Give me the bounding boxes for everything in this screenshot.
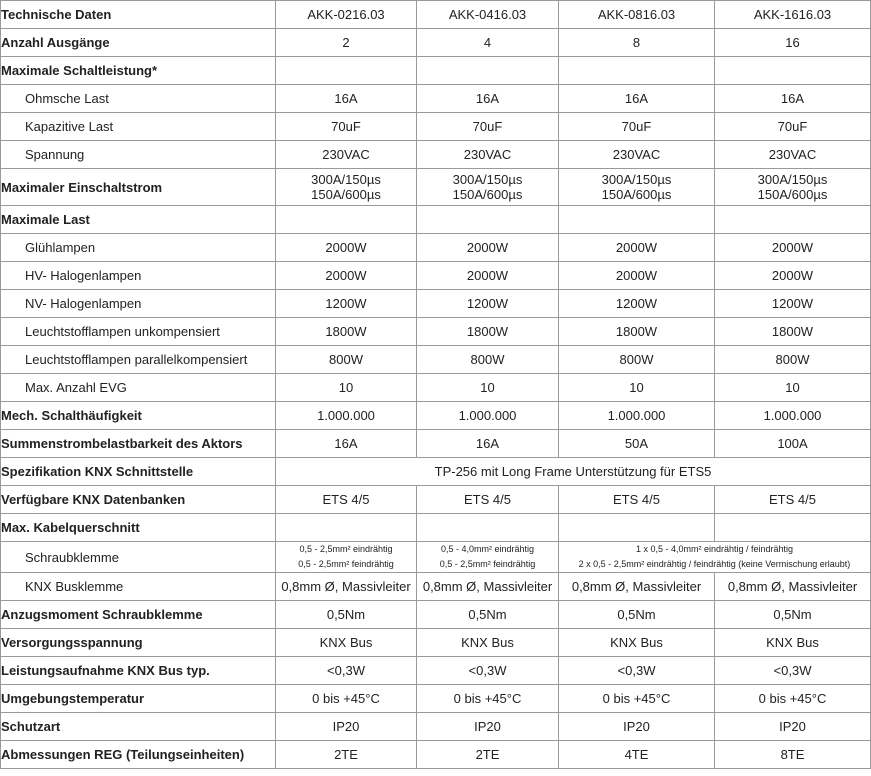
cell-value: ETS 4/5 <box>559 486 715 514</box>
model-name: AKK-0216.03 <box>276 1 417 29</box>
cell-value: 0,8mm Ø, Massivleiter <box>417 573 559 601</box>
cell-value: 300A/150µs 150A/600µs <box>715 169 871 206</box>
cell-value: 4 <box>417 29 559 57</box>
cell-value: 800W <box>276 346 417 374</box>
cell-value: IP20 <box>715 713 871 741</box>
cell-value: <0,3W <box>559 657 715 685</box>
row-label: Ohmsche Last <box>1 85 276 113</box>
table-row-fluor-parallel <box>1 346 871 374</box>
cell-value: 1800W <box>559 318 715 346</box>
table-row-screw-terminal <box>1 542 871 573</box>
cell-value: 300A/150µs 150A/600µs <box>559 169 715 206</box>
cell-value: 1200W <box>276 290 417 318</box>
cell-value: 0,5 - 4,0mm² eindrähtig 0,5 - 2,5mm² feindrähtig <box>417 542 559 573</box>
table-row-total-current <box>1 430 871 458</box>
row-label: Kapazitive Last <box>1 113 276 141</box>
model-name: AKK-0816.03 <box>559 1 715 29</box>
cell-value: 10 <box>417 374 559 402</box>
cell-value: 2000W <box>559 234 715 262</box>
cell-value: 2000W <box>276 262 417 290</box>
cell-value: 2000W <box>417 234 559 262</box>
cell-value: 2 <box>276 29 417 57</box>
cell-value: 0,5 - 2,5mm² eindrähtig 0,5 - 2,5mm² feindrähtig <box>276 542 417 573</box>
cell-value: 2000W <box>276 234 417 262</box>
cell-value: 70uF <box>715 113 871 141</box>
cell-value: 1800W <box>417 318 559 346</box>
table-row-hv-halogen <box>1 262 871 290</box>
table-row-ambient-temperature <box>1 685 871 713</box>
cell-value: 1.000.000 <box>715 402 871 430</box>
cell-value: IP20 <box>276 713 417 741</box>
row-label: NV- Halogenlampen <box>1 290 276 318</box>
cell-value: 230VAC <box>417 141 559 169</box>
model-name: AKK-0416.03 <box>417 1 559 29</box>
row-label: Verfügbare KNX Datenbanken <box>1 486 276 514</box>
table-row-supply <box>1 629 871 657</box>
cell-value: 800W <box>417 346 559 374</box>
cell-value: 800W <box>715 346 871 374</box>
cell-value: 100A <box>715 430 871 458</box>
cell-value: 50A <box>559 430 715 458</box>
cell-value: 16A <box>417 430 559 458</box>
cell-value: 1 x 0,5 - 4,0mm² eindrähtig / feindrähtig 2 x 0,5 - 2,5mm² eindrähtig / feindrähtig (keine Vermischung erlaubt) <box>559 542 871 573</box>
table-row-fluor-uncompensated <box>1 318 871 346</box>
cell-value: ETS 4/5 <box>715 486 871 514</box>
cell-value: 1.000.000 <box>276 402 417 430</box>
cell-value: 300A/150µs 150A/600µs <box>276 169 417 206</box>
cell-value: 2000W <box>417 262 559 290</box>
cell-value: 16 <box>715 29 871 57</box>
section-row-cable-cross-section <box>1 514 871 542</box>
cell-value: KNX Bus <box>417 629 559 657</box>
cell-value: 2000W <box>715 234 871 262</box>
row-label: Glühlampen <box>1 234 276 262</box>
cell-value: 2000W <box>715 262 871 290</box>
cell-value: 0 bis +45°C <box>715 685 871 713</box>
cell-value: 70uF <box>559 113 715 141</box>
cell-value: IP20 <box>417 713 559 741</box>
cell-value: 230VAC <box>715 141 871 169</box>
cell-value: ETS 4/5 <box>417 486 559 514</box>
cell-value: 0 bis +45°C <box>559 685 715 713</box>
table-row-knx-databases <box>1 486 871 514</box>
row-label: Spannung <box>1 141 276 169</box>
row-label: Max. Anzahl EVG <box>1 374 276 402</box>
row-label: Leistungsaufnahme KNX Bus typ. <box>1 657 276 685</box>
table-row-protection <box>1 713 871 741</box>
cell-value: 4TE <box>559 741 715 769</box>
table-row-knx-interface <box>1 458 871 486</box>
cell-value: 1.000.000 <box>417 402 559 430</box>
cell-value: 0,8mm Ø, Massivleiter <box>559 573 715 601</box>
cell-value: 1200W <box>715 290 871 318</box>
section-label: Maximale Last <box>1 206 276 234</box>
row-label: KNX Busklemme <box>1 573 276 601</box>
table-row-power-consumption <box>1 657 871 685</box>
cell-value: 300A/150µs 150A/600µs <box>417 169 559 206</box>
row-label: Schutzart <box>1 713 276 741</box>
cell-value: <0,3W <box>276 657 417 685</box>
table-row-capacitive <box>1 113 871 141</box>
cell-value: <0,3W <box>715 657 871 685</box>
cell-value: 16A <box>276 430 417 458</box>
cell-value: 10 <box>276 374 417 402</box>
table-row-max-evg <box>1 374 871 402</box>
cell-value: ETS 4/5 <box>276 486 417 514</box>
cell-value: 8TE <box>715 741 871 769</box>
row-label: Versorgungsspannung <box>1 629 276 657</box>
cell-value: 0,8mm Ø, Massivleiter <box>715 573 871 601</box>
cell-value: 10 <box>715 374 871 402</box>
row-label: Mech. Schalthäufigkeit <box>1 402 276 430</box>
header-row <box>1 1 871 29</box>
section-label: Max. Kabelquerschnitt <box>1 514 276 542</box>
row-label: Spezifikation KNX Schnittstelle <box>1 458 276 486</box>
cell-value: <0,3W <box>417 657 559 685</box>
model-name: AKK-1616.03 <box>715 1 871 29</box>
cell-value: 1800W <box>715 318 871 346</box>
row-label: HV- Halogenlampen <box>1 262 276 290</box>
cell-value: 0,5Nm <box>559 601 715 629</box>
cell-value: 1200W <box>417 290 559 318</box>
row-label: Abmessungen REG (Teilungseinheiten) <box>1 741 276 769</box>
cell-value: 2TE <box>417 741 559 769</box>
section-label: Maximale Schaltleistung* <box>1 57 276 85</box>
row-label: Maximaler Einschaltstrom <box>1 169 276 206</box>
table-row-ohmic <box>1 85 871 113</box>
row-label: Anzahl Ausgänge <box>1 29 276 57</box>
cell-value: 0,5Nm <box>417 601 559 629</box>
cell-value: KNX Bus <box>715 629 871 657</box>
cell-value: 70uF <box>276 113 417 141</box>
row-label: Summenstrombelastbarkeit des Aktors <box>1 430 276 458</box>
cell-value: 0,8mm Ø, Massivleiter <box>276 573 417 601</box>
cell-value: 0 bis +45°C <box>417 685 559 713</box>
cell-value: 1200W <box>559 290 715 318</box>
cell-value: 10 <box>559 374 715 402</box>
cell-value: 1800W <box>276 318 417 346</box>
cell-value: 2TE <box>276 741 417 769</box>
table-row-voltage <box>1 141 871 169</box>
header-label: Technische Daten <box>1 1 276 29</box>
row-label: Umgebungstemperatur <box>1 685 276 713</box>
cell-value: 0,5Nm <box>276 601 417 629</box>
row-label: Schraubklemme <box>1 542 276 573</box>
cell-value: 16A <box>715 85 871 113</box>
section-row-max-load <box>1 206 871 234</box>
row-label: Leuchtstofflampen parallelkompensiert <box>1 346 276 374</box>
table-row-inrush <box>1 169 871 206</box>
table-row-knx-bus-terminal <box>1 573 871 601</box>
cell-value: TP-256 mit Long Frame Unterstützung für ETS5 <box>276 458 871 486</box>
table-row-nv-halogen <box>1 290 871 318</box>
table-row-incandescent <box>1 234 871 262</box>
cell-value: 16A <box>276 85 417 113</box>
row-label: Leuchtstofflampen unkompensiert <box>1 318 276 346</box>
cell-value: 230VAC <box>276 141 417 169</box>
section-row-max-switching <box>1 57 871 85</box>
table-row-outputs <box>1 29 871 57</box>
cell-value: 2000W <box>559 262 715 290</box>
cell-value: 230VAC <box>559 141 715 169</box>
cell-value: 70uF <box>417 113 559 141</box>
cell-value: 16A <box>559 85 715 113</box>
cell-value: KNX Bus <box>276 629 417 657</box>
cell-value: 800W <box>559 346 715 374</box>
cell-value: 0 bis +45°C <box>276 685 417 713</box>
cell-value: 1.000.000 <box>559 402 715 430</box>
cell-value: IP20 <box>559 713 715 741</box>
table-row-mech-frequency <box>1 402 871 430</box>
cell-value: 8 <box>559 29 715 57</box>
row-label: Anzugsmoment Schraubklemme <box>1 601 276 629</box>
table-row-torque <box>1 601 871 629</box>
table-row-dimensions <box>1 741 871 769</box>
cell-value: 0,5Nm <box>715 601 871 629</box>
cell-value: KNX Bus <box>559 629 715 657</box>
cell-value: 16A <box>417 85 559 113</box>
